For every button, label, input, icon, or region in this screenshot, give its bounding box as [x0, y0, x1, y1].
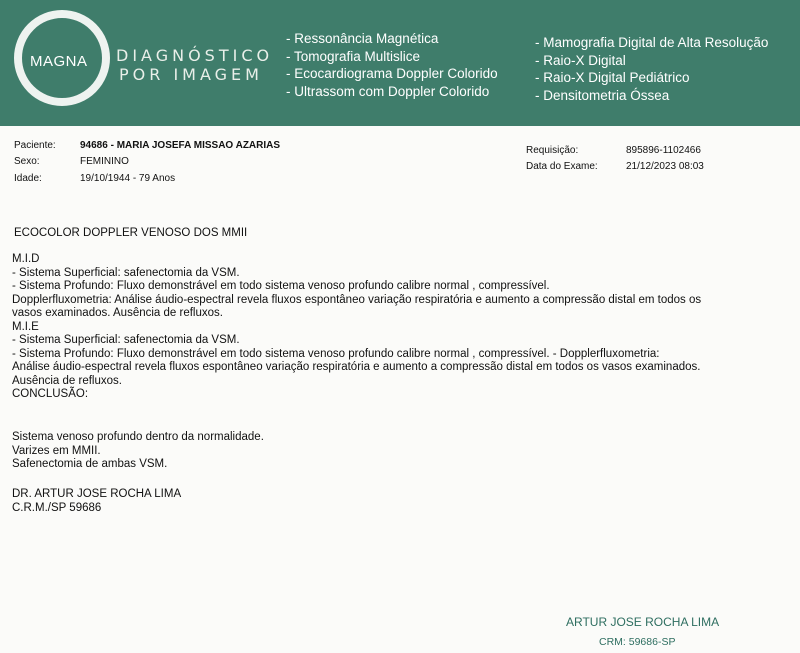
report-line: vasos examinados. Ausência de refluxos. [12, 307, 223, 319]
services-list-right [535, 34, 768, 104]
report-line: - Sistema Superficial: safenectomia da VSM. [12, 266, 240, 279]
report-line: M.I.D [12, 253, 40, 265]
requisicao-label: Requisição: [526, 145, 579, 156]
service-item: - Ressonância Magnética [286, 31, 439, 46]
service-item: - Raio-X Digital Pediátrico [535, 70, 690, 85]
signature-name: ARTUR JOSE ROCHA LIMA [566, 615, 720, 629]
service-item: - Ecocardiograma Doppler Colorido [286, 66, 498, 81]
report-line: CONCLUSÃO: [12, 388, 89, 400]
paciente-value: 94686 - MARIA JOSEFA MISSAO AZARIAS [80, 140, 281, 151]
data-exame-label: Data do Exame: [526, 161, 598, 172]
requisicao-value: 895896-1102466 [626, 145, 701, 156]
service-item: - Raio-X Digital [535, 52, 626, 68]
idade-label: Idade: [14, 173, 42, 184]
brand-line-2: POR IMAGEM [119, 65, 263, 84]
doctor-block [12, 488, 181, 515]
report-line: - Sistema Profundo: Fluxo demonstrável em todo sistema venoso profundo calibre normal , compressível. [12, 280, 550, 292]
services-list-left [286, 30, 498, 100]
service-item: - Mamografia Digital de Alta Resolução [535, 35, 769, 50]
header-band [0, 0, 800, 126]
conclusion-line: Sistema venoso profundo dentro da normalidade. [12, 431, 264, 443]
paciente-label: Paciente: [14, 140, 56, 151]
conclusion-line: Varizes em MMII. [12, 444, 101, 457]
idade-value: 19/10/1944 - 79 Anos [80, 173, 176, 184]
data-exame-value: 21/12/2023 08:03 [626, 161, 704, 172]
report-line: Análise áudio-espectral revela fluxos espontâneo variação respiratória e aumento a compressão distal em todos os vasos examinados. [12, 361, 701, 373]
report-line: M.I.E [12, 320, 39, 333]
sexo-label: Sexo: [14, 156, 40, 167]
service-item: - Tomografia Multislice [286, 48, 421, 64]
service-item: - Ultrassom com Doppler Colorido [286, 83, 490, 99]
report-conclusion [12, 431, 264, 472]
logo-text: MAGNA [30, 53, 88, 70]
doctor-crm: C.R.M./SP 59686 [12, 501, 102, 514]
report-line: Dopplerfluxometria: Análise áudio-espectral revela fluxos espontâneo variação respiratória e aumento a compressão distal em todos os [12, 293, 702, 306]
conclusion-line: Safenectomia de ambas VSM. [12, 458, 168, 470]
report-line: - Sistema Superficial: safenectomia da VSM. [12, 334, 240, 346]
signature-crm: CRM: 59686-SP [599, 636, 676, 648]
brand-line-1: DIAGNÓSTICO [116, 46, 274, 65]
report-line: - Sistema Profundo: Fluxo demonstrável em todo sistema venoso profundo calibre normal , compressível. - Dopplerfluxometria: [12, 347, 660, 360]
report-title: ECOCOLOR DOPPLER VENOSO DOS MMII [14, 227, 248, 239]
doctor-name: DR. ARTUR JOSE ROCHA LIMA [12, 488, 182, 500]
report-findings [12, 253, 701, 402]
brand-name [116, 46, 274, 84]
report-line: Ausência de refluxos. [12, 374, 122, 387]
sexo-value: FEMININO [80, 156, 129, 167]
service-item: - Densitometria Óssea [535, 87, 670, 103]
